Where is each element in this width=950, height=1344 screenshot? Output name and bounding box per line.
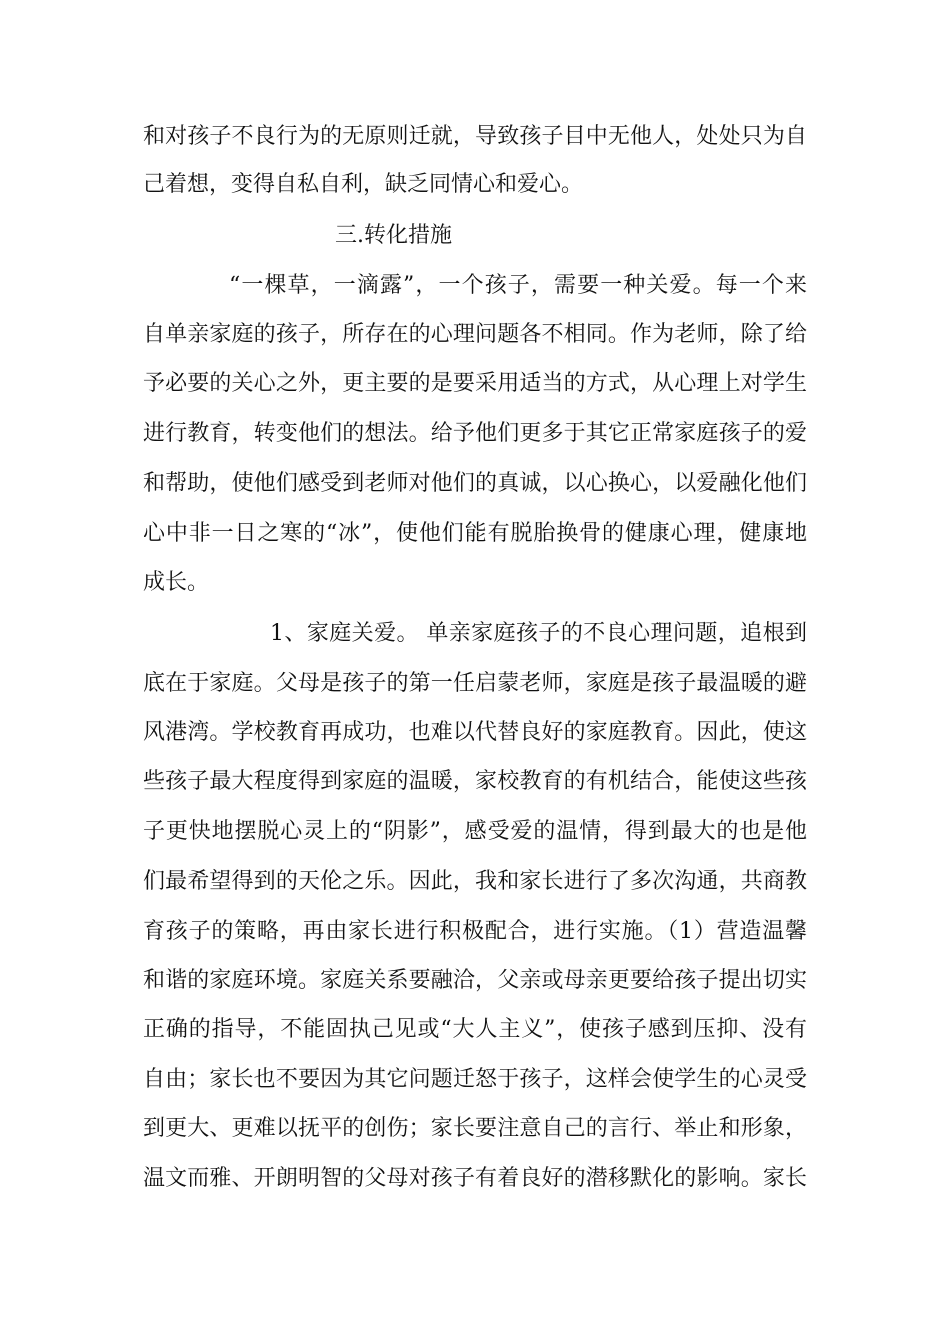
para3-line-1: 1、家庭关爱。 单亲家庭孩子的不良心理问题，追根到 xyxy=(270,621,807,646)
para2-line-5: 和帮助，使他们感受到老师对他们的真诚，以心换心，以爱融化他们 xyxy=(143,471,807,496)
para2-line-4: 进行教育，转变他们的想法。给予他们更多于其它正常家庭孩子的爱 xyxy=(143,421,807,446)
para1-line-1: 和对孩子不良行为的无原则迁就，导致孩子目中无他人，处处只为自 xyxy=(143,124,807,149)
para1-line-2: 己着想，变得自私自利，缺乏同情心和爱心。 xyxy=(143,172,584,197)
para3-line-10: 自由；家长也不要因为其它问题迁怒于孩子，这样会使学生的心灵受 xyxy=(143,1067,807,1092)
section-heading: 三.转化措施 xyxy=(335,223,452,248)
para3-line-3: 风港湾。学校教育再成功，也难以代替良好的家庭教育。因此，使这 xyxy=(143,720,807,745)
para3-line-11: 到更大、更难以抚平的创伤；家长要注意自己的言行、举止和形象， xyxy=(143,1116,807,1141)
para3-line-9: 正确的指导，不能固执己见或“大人主义”，使孩子感到压抑、没有 xyxy=(143,1017,807,1042)
para2-line-7: 成长。 xyxy=(143,570,210,595)
para3-line-6: 们最希望得到的天伦之乐。因此，我和家长进行了多次沟通，共商教 xyxy=(143,869,807,894)
para2-line-1: “一棵草，一滴露”，一个孩子，需要一种关爱。每一个来 xyxy=(229,273,807,298)
para3-line-4: 些孩子最大程度得到家庭的温暖，家校教育的有机结合，能使这些孩 xyxy=(143,769,807,794)
para3-line-2: 底在于家庭。父母是孩子的第一任启蒙老师，家庭是孩子最温暖的避 xyxy=(143,671,807,696)
para2-line-3: 予必要的关心之外，更主要的是要采用适当的方式，从心理上对学生 xyxy=(143,371,807,396)
para3-line-7: 育孩子的策略，再由家长进行积极配合，进行实施。（1）营造温馨 xyxy=(143,919,807,944)
para3-line-5: 子更快地摆脱心灵上的“阴影”，感受爱的温情，得到最大的也是他 xyxy=(143,819,807,844)
para3-line-12: 温文而雅、开朗明智的父母对孩子有着良好的潜移默化的影响。家长 xyxy=(143,1166,807,1191)
para3-line-8: 和谐的家庭环境。家庭关系要融洽，父亲或母亲更要给孩子提出切实 xyxy=(143,968,807,993)
para2-line-6: 心中非一日之寒的“冰”，使他们能有脱胎换骨的健康心理，健康地 xyxy=(143,521,807,546)
para2-line-2: 自单亲家庭的孩子，所存在的心理问题各不相同。作为老师，除了给 xyxy=(143,322,807,347)
